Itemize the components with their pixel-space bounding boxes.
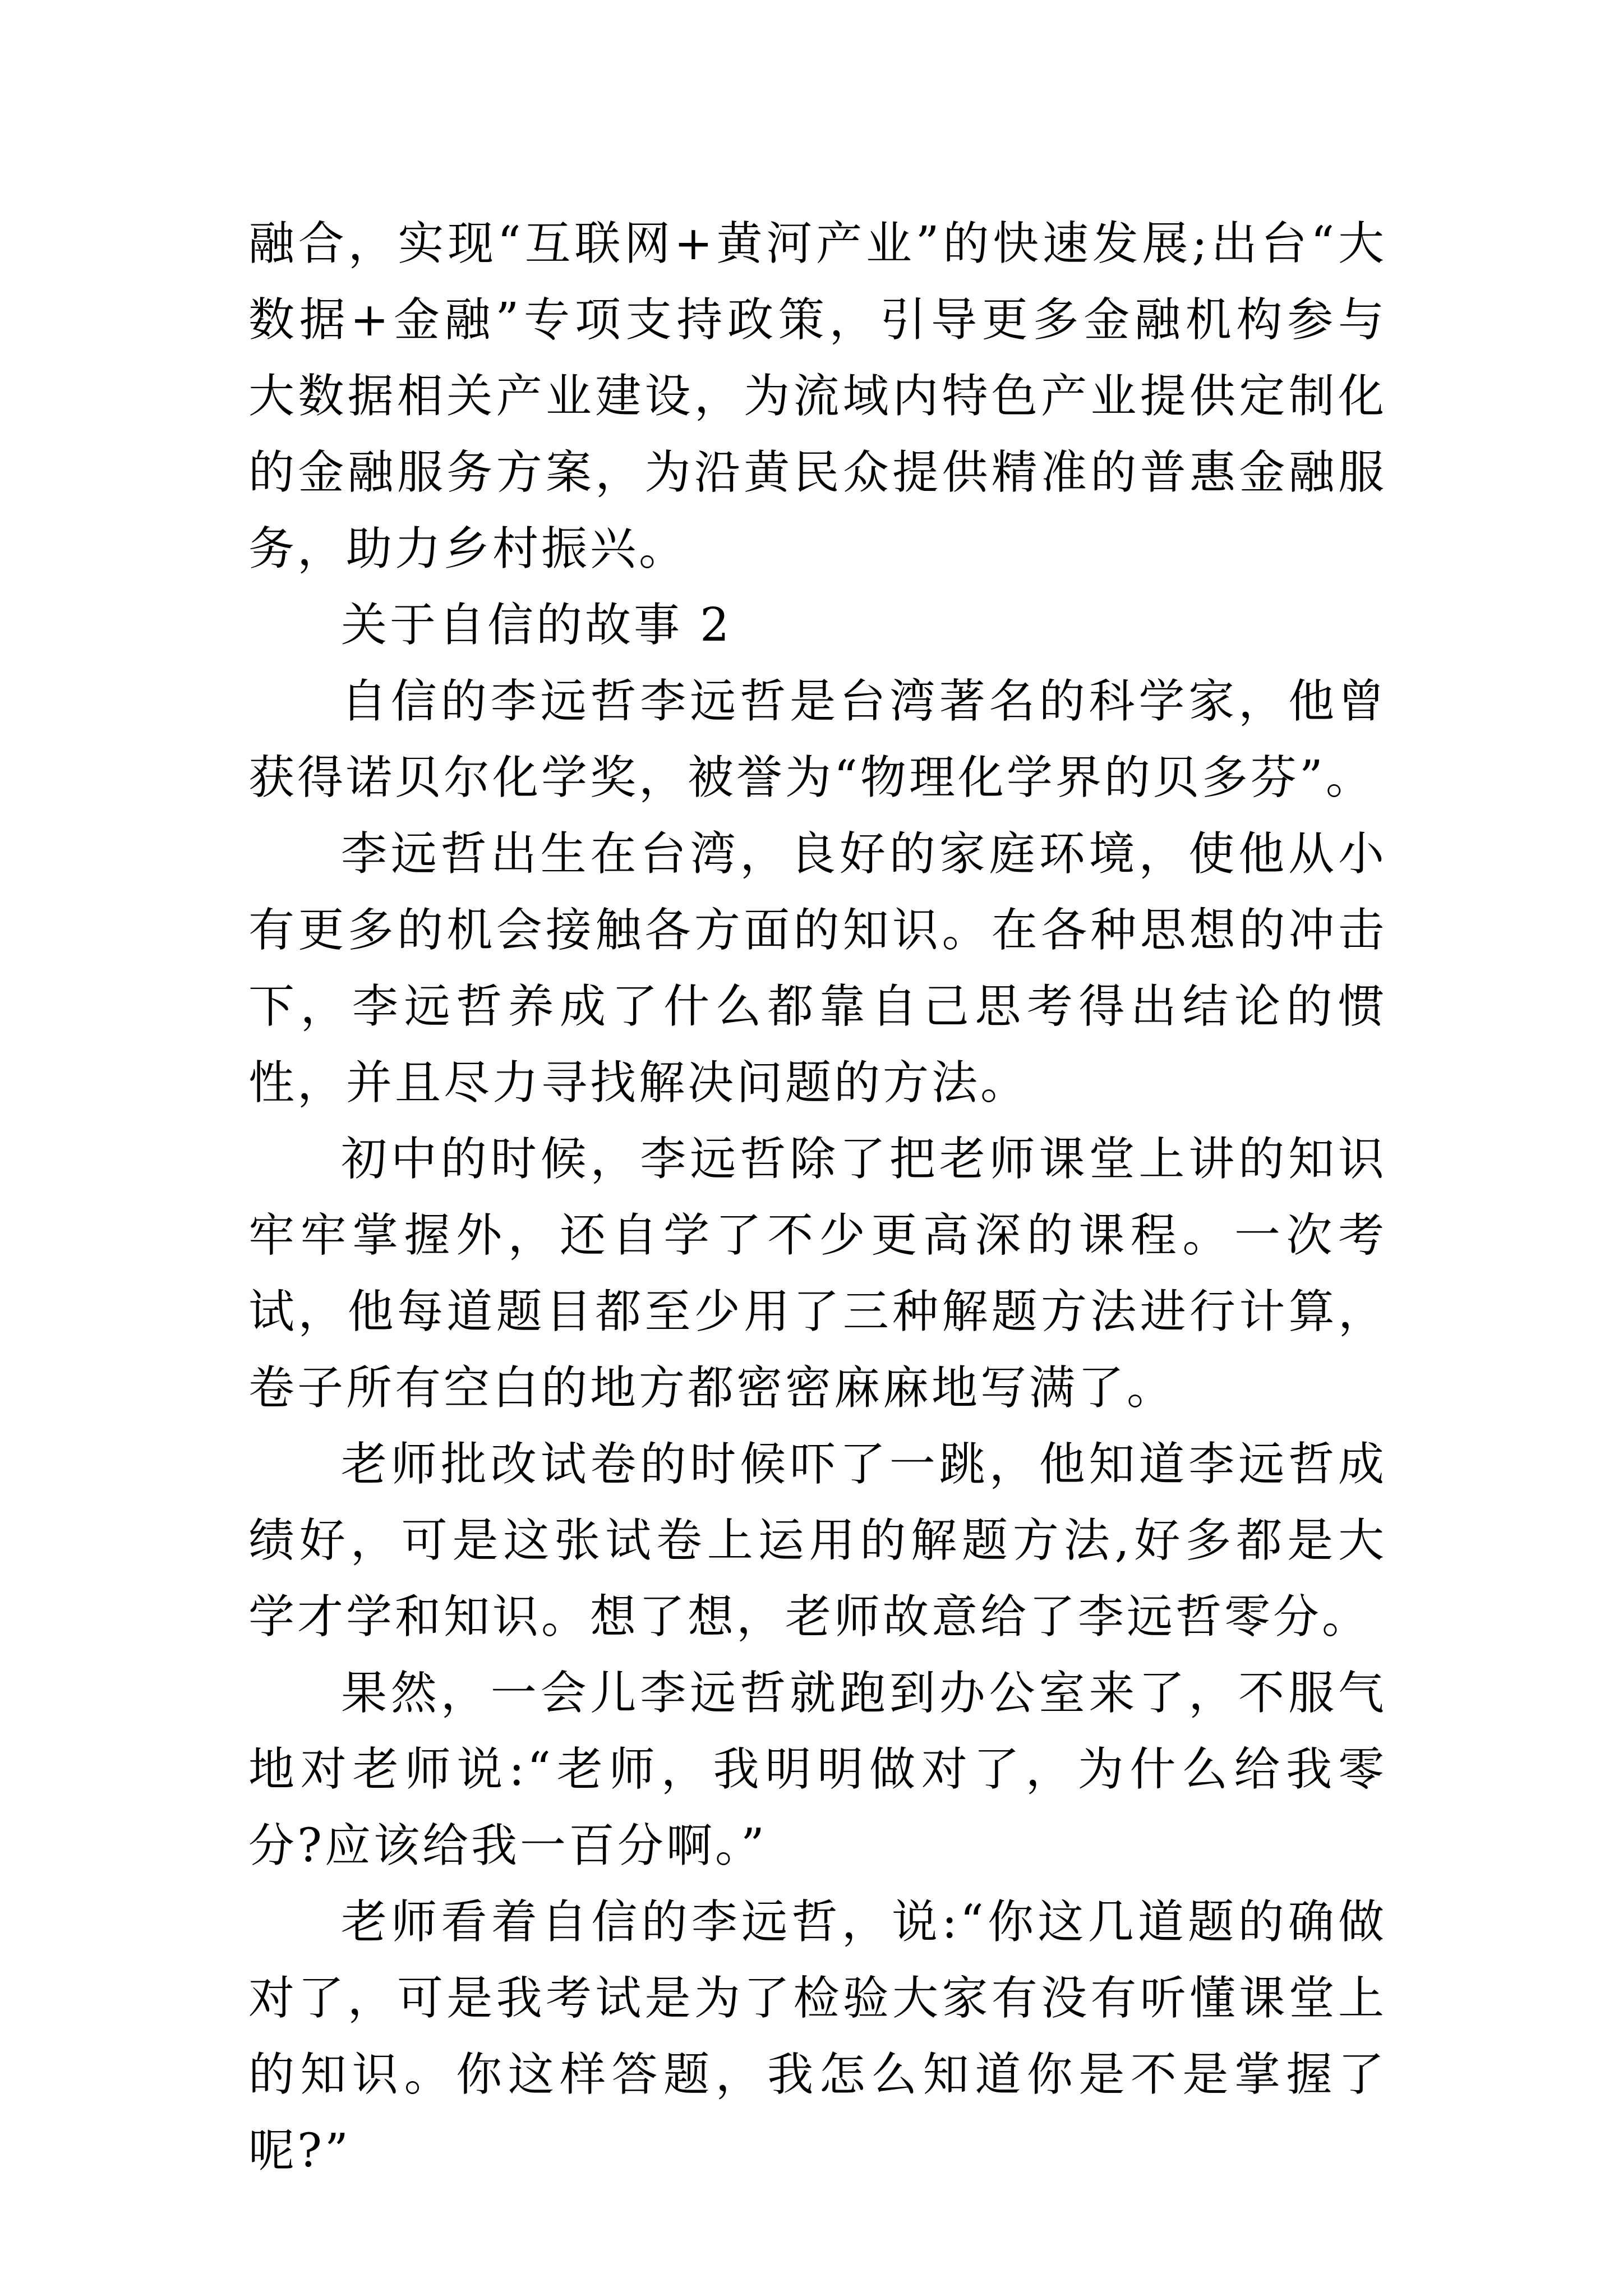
- paragraph-4: 初中的时候，李远哲除了把老师课堂上讲的知识牢牢掌握外，还自学了不少更高深的课程。一次考试，他每道题目都至少用了三种解题方法进行计算，卷子所有空白的地方都密密麻麻地写满了。: [248, 1133, 1387, 1415]
- section-heading: 关于自信的故事 2: [341, 599, 732, 652]
- paragraph-1: 融合，实现“互联网+黄河产业”的快速发展;出台“大数据+金融”专项支持政策，引导更多金融机构参与大数据相关产业建设，为流域内特色产业提供定制化的金融服务方案，为沿黄民众提供精准的普惠金融服务，助力乡村振兴。: [248, 217, 1387, 576]
- paragraph-5: 老师批改试卷的时候吓了一跳，他知道李远哲成绩好，可是这张试卷上运用的解题方法,好多都是大学才学和知识。想了想，老师故意给了李远哲零分。: [248, 1438, 1387, 1644]
- paragraph-3: 李远哲出生在台湾，良好的家庭环境，使他从小有更多的机会接触各方面的知识。在各种思想的冲击下，李远哲养成了什么都靠自己思考得出结论的惯性，并且尽力寻找解决问题的方法。: [248, 827, 1387, 1110]
- document-body: [248, 206, 1387, 2189]
- paragraph-6: 果然，一会儿李远哲就跑到办公室来了，不服气地对老师说:“老师，我明明做对了，为什么给我零分?应该给我一百分啊。”: [248, 1667, 1387, 1872]
- paragraph-7: 老师看着自信的李远哲，说:“你这几道题的确做对了，可是我考试是为了检验大家有没有听懂课堂上的知识。你这样答题，我怎么知道你是不是掌握了呢?”: [248, 1895, 1387, 2178]
- paragraph-2: 自信的李远哲李远哲是台湾著名的科学家，他曾获得诺贝尔化学奖，被誉为“物理化学界的贝多芬”。: [248, 675, 1387, 804]
